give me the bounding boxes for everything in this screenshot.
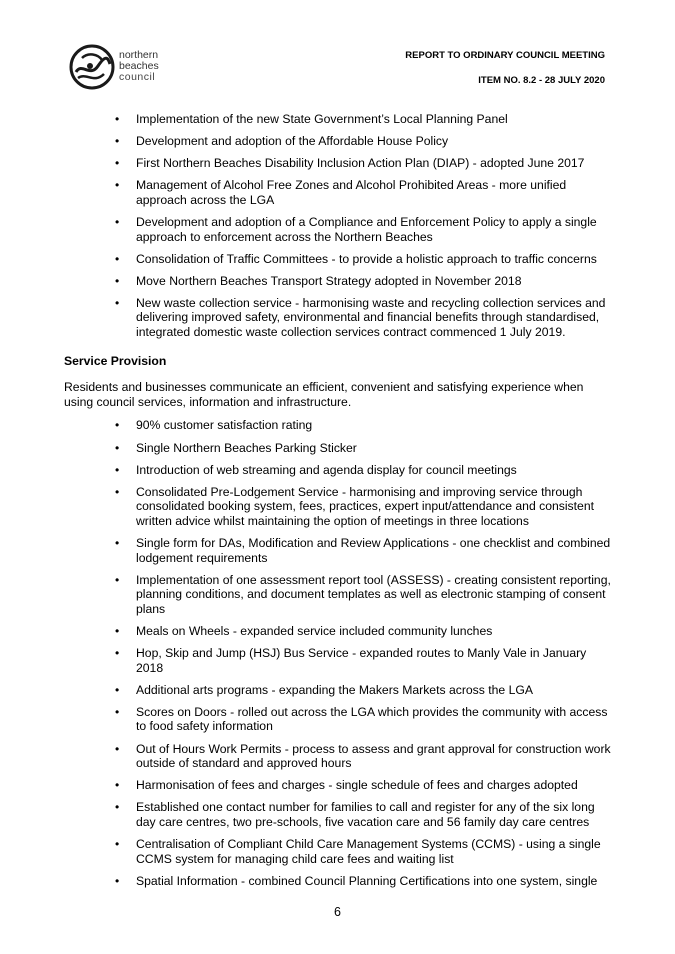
list-item: • Meals on Wheels - expanded service included community lunches	[64, 624, 614, 639]
list-item: • New waste collection service - harmonising waste and recycling collection services and delivering improved safety, environmental and financial benefits through standardised, integrated domestic waste collection services contract commenced 1 July 2019.	[64, 296, 614, 340]
page-header	[0, 0, 675, 100]
list-item: • Hop, Skip and Jump (HSJ) Bus Service - expanded routes to Manly Vale in January 2018	[64, 646, 614, 675]
item-number: ITEM NO. 8.2 - 28 JULY 2020	[478, 75, 605, 86]
list-item: • Implementation of one assessment report tool (ASSESS) - creating consistent reporting, planning conditions, and document templates as well as electronic stamping of consent plans	[64, 573, 614, 617]
list-item: • Introduction of web streaming and agenda display for council meetings	[64, 463, 614, 478]
list-item: • 90% customer satisfaction rating	[64, 418, 614, 433]
list-item: • Centralisation of Compliant Child Care Management Systems (CCMS) - using a single CCMS system for managing child care fees and waiting list	[64, 837, 614, 866]
list-item: • Development and adoption of a Compliance and Enforcement Policy to apply a single approach to enforcement across the Northern Beaches	[64, 215, 614, 244]
logo-wordmark	[119, 50, 159, 83]
logo-line: council	[119, 71, 156, 83]
list-item: • Scores on Doors - rolled out across the LGA which provides the community with access to food safety information	[64, 705, 614, 734]
report-title: REPORT TO ORDINARY COUNCIL MEETING	[405, 50, 605, 61]
section-heading: Service Provision	[64, 353, 167, 368]
list-item: • Established one contact number for families to call and register for any of the six long day care centres, two pre-schools, five vacation care and 56 family day care centres	[64, 800, 614, 829]
list-item: • Consolidation of Traffic Committees - to provide a holistic approach to traffic concerns	[64, 252, 614, 267]
section-intro: Residents and businesses communicate an efficient, convenient and satisfying experience when using council services, information and infrastructure.	[64, 380, 584, 409]
document-body	[64, 112, 614, 896]
service-provision-list	[64, 418, 614, 888]
list-item: • Consolidated Pre-Lodgement Service - harmonising and improving service through consolidated booking system, fees, practices, expert input/attendance and consistent written advice whilst maintaining the option of meetings in three locations	[64, 485, 614, 529]
list-item: • Spatial Information - combined Council Planning Certifications into one system, single	[64, 874, 614, 889]
list-item: • Move Northern Beaches Transport Strategy adopted in November 2018	[64, 274, 614, 289]
logo-line: northern	[119, 49, 159, 61]
list-item: • First Northern Beaches Disability Inclusion Action Plan (DIAP) - adopted June 2017	[64, 156, 614, 171]
list-item: • Implementation of the new State Government’s Local Planning Panel	[64, 112, 614, 127]
logo-line: beaches	[119, 60, 159, 72]
initiatives-list	[64, 112, 614, 340]
council-logo-icon	[68, 44, 116, 90]
list-item: • Single Northern Beaches Parking Sticker	[64, 441, 614, 456]
list-item: • Out of Hours Work Permits - process to assess and grant approval for construction work outside of standard and approved hours	[64, 742, 614, 771]
list-item: • Additional arts programs - expanding the Makers Markets across the LGA	[64, 683, 614, 698]
page-number: 6	[334, 905, 341, 919]
list-item: • Management of Alcohol Free Zones and Alcohol Prohibited Areas - more unified approach across the LGA	[64, 178, 614, 207]
list-item: • Single form for DAs, Modification and Review Applications - one checklist and combined lodgement requirements	[64, 536, 614, 565]
list-item: • Development and adoption of the Affordable House Policy	[64, 134, 614, 149]
list-item: • Harmonisation of fees and charges - single schedule of fees and charges adopted	[64, 778, 614, 793]
